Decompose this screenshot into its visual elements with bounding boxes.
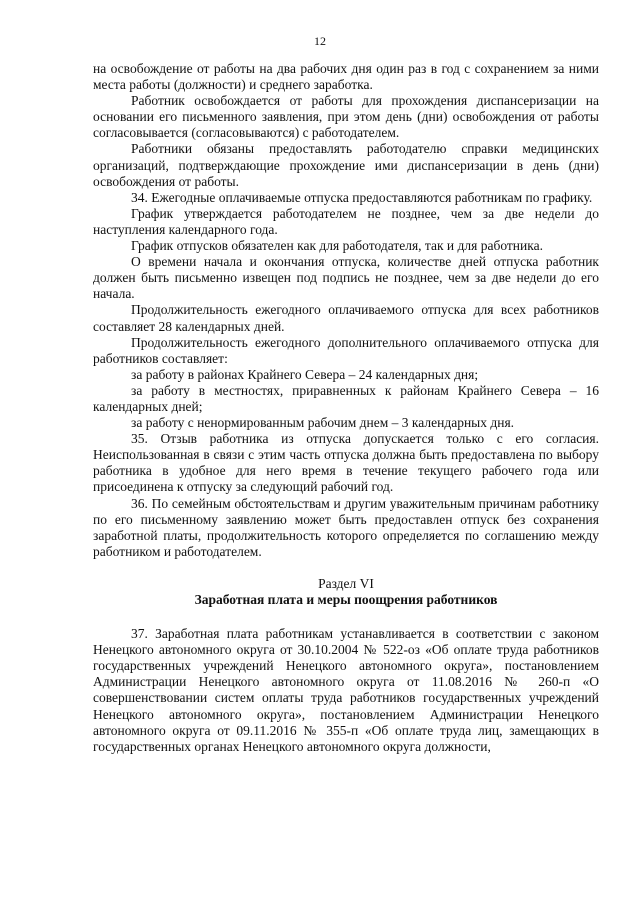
paragraph: за работу с ненормированным рабочим днем – 3 календарных дня. xyxy=(131,415,515,431)
heading-gap xyxy=(93,608,599,626)
section-heading: Заработная плата и меры поощрения работников xyxy=(194,592,498,607)
paragraph: 34. Ежегодные оплачиваемые отпуска предоставляются работникам по графику. xyxy=(131,189,593,205)
paragraphs-after xyxy=(93,626,599,755)
document-body xyxy=(93,61,599,755)
paragraph: 36. По семейным обстоятельствам и другим уважительным причинам работнику по его письменному заявлению может быть предоставлен отпуск без сохранения заработной платы, продолжительность которого определяется по соглашению между работником и работодателем. xyxy=(93,495,599,559)
paragraph: Продолжительность ежегодного дополнительного оплачиваемого отпуска для работников составляет: xyxy=(93,334,599,366)
paragraph: за работу в местностях, приравненных к районам Крайнего Севера – 16 календарных дней; xyxy=(93,382,599,414)
paragraph: Продолжительность ежегодного оплачиваемого отпуска для всех работников составляет 28 календарных дней. xyxy=(93,302,599,334)
paragraph: на освобождение от работы на два рабочих дня один раз в год с сохранением за ними места работы (должности) и среднего заработка. xyxy=(93,61,599,93)
paragraph: График утверждается работодателем не позднее, чем за две недели до наступления календарного года. xyxy=(93,205,599,237)
page-number: 12 xyxy=(314,34,326,48)
section-gap xyxy=(93,560,599,576)
paragraph: О времени начала и окончания отпуска, количестве дней отпуска работник должен быть письменно извещен под подпись не позднее, чем за две недели до его начала. xyxy=(93,254,599,302)
section-title: Раздел VI xyxy=(318,575,374,591)
paragraph: 35. Отзыв работника из отпуска допускается только с его согласия. Неиспользованная в связи с этим часть отпуска должна быть предоставлена по выбору работника в удобное для него время в течение текущего рабочего года или присоединена к отпуску за следующий рабочий год. xyxy=(93,431,599,495)
paragraph: Работник освобождается от работы для прохождения диспансеризации на основании его письменного заявления, при этом день (дни) освобождения от работы согласовывается (согласовываются) с работодателем. xyxy=(93,93,599,141)
paragraph: за работу в районах Крайнего Севера – 24 календарных дня; xyxy=(131,366,479,382)
paragraph: Работники обязаны предоставлять работодателю справки медицинских организаций, подтверждающие прохождение ими диспансеризации в день (дни) освобождения от работы. xyxy=(93,141,599,189)
paragraph: График отпусков обязателен как для работодателя, так и для работника. xyxy=(131,238,543,254)
paragraphs-before xyxy=(93,61,599,560)
paragraph: 37. Заработная плата работникам устанавливается в соответствии с законом Ненецкого автономного округа от 30.10.2004 № 522-оз «Об оплате труда работников государственных учреждений Ненецкого автономного округа», постановлением Администрации Ненецкого автономного округа от 11.08.2016 № 260-п «О совершенствовании систем оплаты труда работников государственных учреждений Ненецкого автономного округа», постановлением Администрации Ненецкого автономного округа от 09.11.2016 № 355-п «Об оплате труда лиц, замещающих в государственных органах Ненецкого автономного округа должности, xyxy=(93,626,599,754)
